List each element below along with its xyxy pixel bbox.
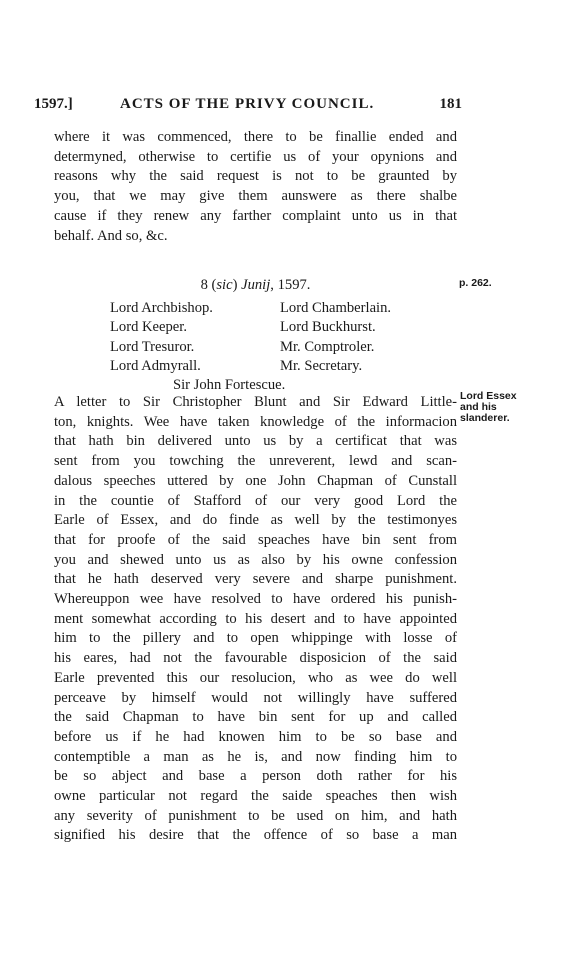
header-title: ACTS OF THE PRIVY COUNCIL. [120,96,375,112]
text-line: reasons why the said request is not to be graunted by [54,168,457,185]
text-line: that he hath deserved very severe and sharpe punishment. [54,571,457,588]
text-line: owne particular not regard the saide speaches then wish [54,788,457,805]
text-line: any severity of punishment to be used on him, and hath [54,807,457,824]
paragraph-continuation [54,128,457,246]
text-line: A letter to Sir Christopher Blunt and Sir Edward Little- [54,394,457,410]
text-line: in the countie of Stafford of our very good Lord the [54,492,457,509]
page-number: 181 [439,96,462,112]
text-line: be so abject and base a person doth rather for his [54,768,457,785]
text-line: his eares, had not the favourable disposicion of the said [54,650,457,667]
text-line: cause if they renew any farther complaint unto us in that [54,207,457,224]
text-line: perceave by himself would not willingly have suffered [54,689,457,706]
text-line: determyned, otherwise to certifie us of your opynions and [54,148,457,165]
attendee: Lord Admyrall. [110,357,201,374]
text-line: sent from you towching the unreverent, lewd and scan- [54,453,457,470]
attendee: Mr. Comptroler. [280,338,375,355]
paragraph-letter [54,393,457,846]
meeting-date: 8 (sic) Junij, 1597. [200,277,311,293]
text-line: him to the pillery and to open whippinge with losse of [54,630,457,647]
text-line: ton, knights. Wee have taken knowledge of the informacion [54,413,457,430]
text-line: you, that we may give them aunswere as there shalbe [54,188,457,205]
text-line: dalous speeches uttered by one John Chapman of Cunstall [54,472,457,489]
text-line: that for proofe of the said speaches have bin sent from [54,531,457,548]
attendee: Lord Chamberlain. [280,300,392,316]
attendee: Lord Tresuror. [110,338,195,355]
text-line: before us if he had knowen him to be so base and [54,728,457,745]
text-line: where it was commenced, there to be finallie ended and [54,129,457,145]
text-line: behalf. And so, &c. [54,227,168,244]
text-line: ment somewhat according to his desert and to have appointed [54,610,457,627]
text-line: that hath bin delivered unto us by a certificat that was [54,433,457,450]
attendee: Lord Buckhurst. [280,319,376,336]
text-line: you and shewed unto us as also by his owne confession [54,551,457,568]
attendee: Lord Archbishop. [110,300,213,316]
text-line: contemptible a man as he is, and now finding him to [54,748,457,765]
text-line: Earle of Essex, and do finde as well by the testimonyes [54,512,457,529]
running-header [34,96,462,118]
text-line: Earle prevented this our resolucion, who as wee do well [54,669,457,686]
attendance-list [110,299,450,395]
text-line: Whereuppon wee have resolved to have ordered his punish- [54,591,457,608]
attendee: Sir John Fortescue. [173,377,286,394]
attendee: Lord Keeper. [110,319,187,336]
text-line: the said Chapman to have bin sent for up and called [54,709,457,726]
attendee: Mr. Secretary. [280,357,363,374]
page-reference: p. 262. [459,277,492,289]
text-line: signified his desire that the offence of so base a man [54,827,457,844]
header-year: 1597.] [34,96,73,112]
margin-note: Lord Essex and his slanderer. [460,390,517,424]
